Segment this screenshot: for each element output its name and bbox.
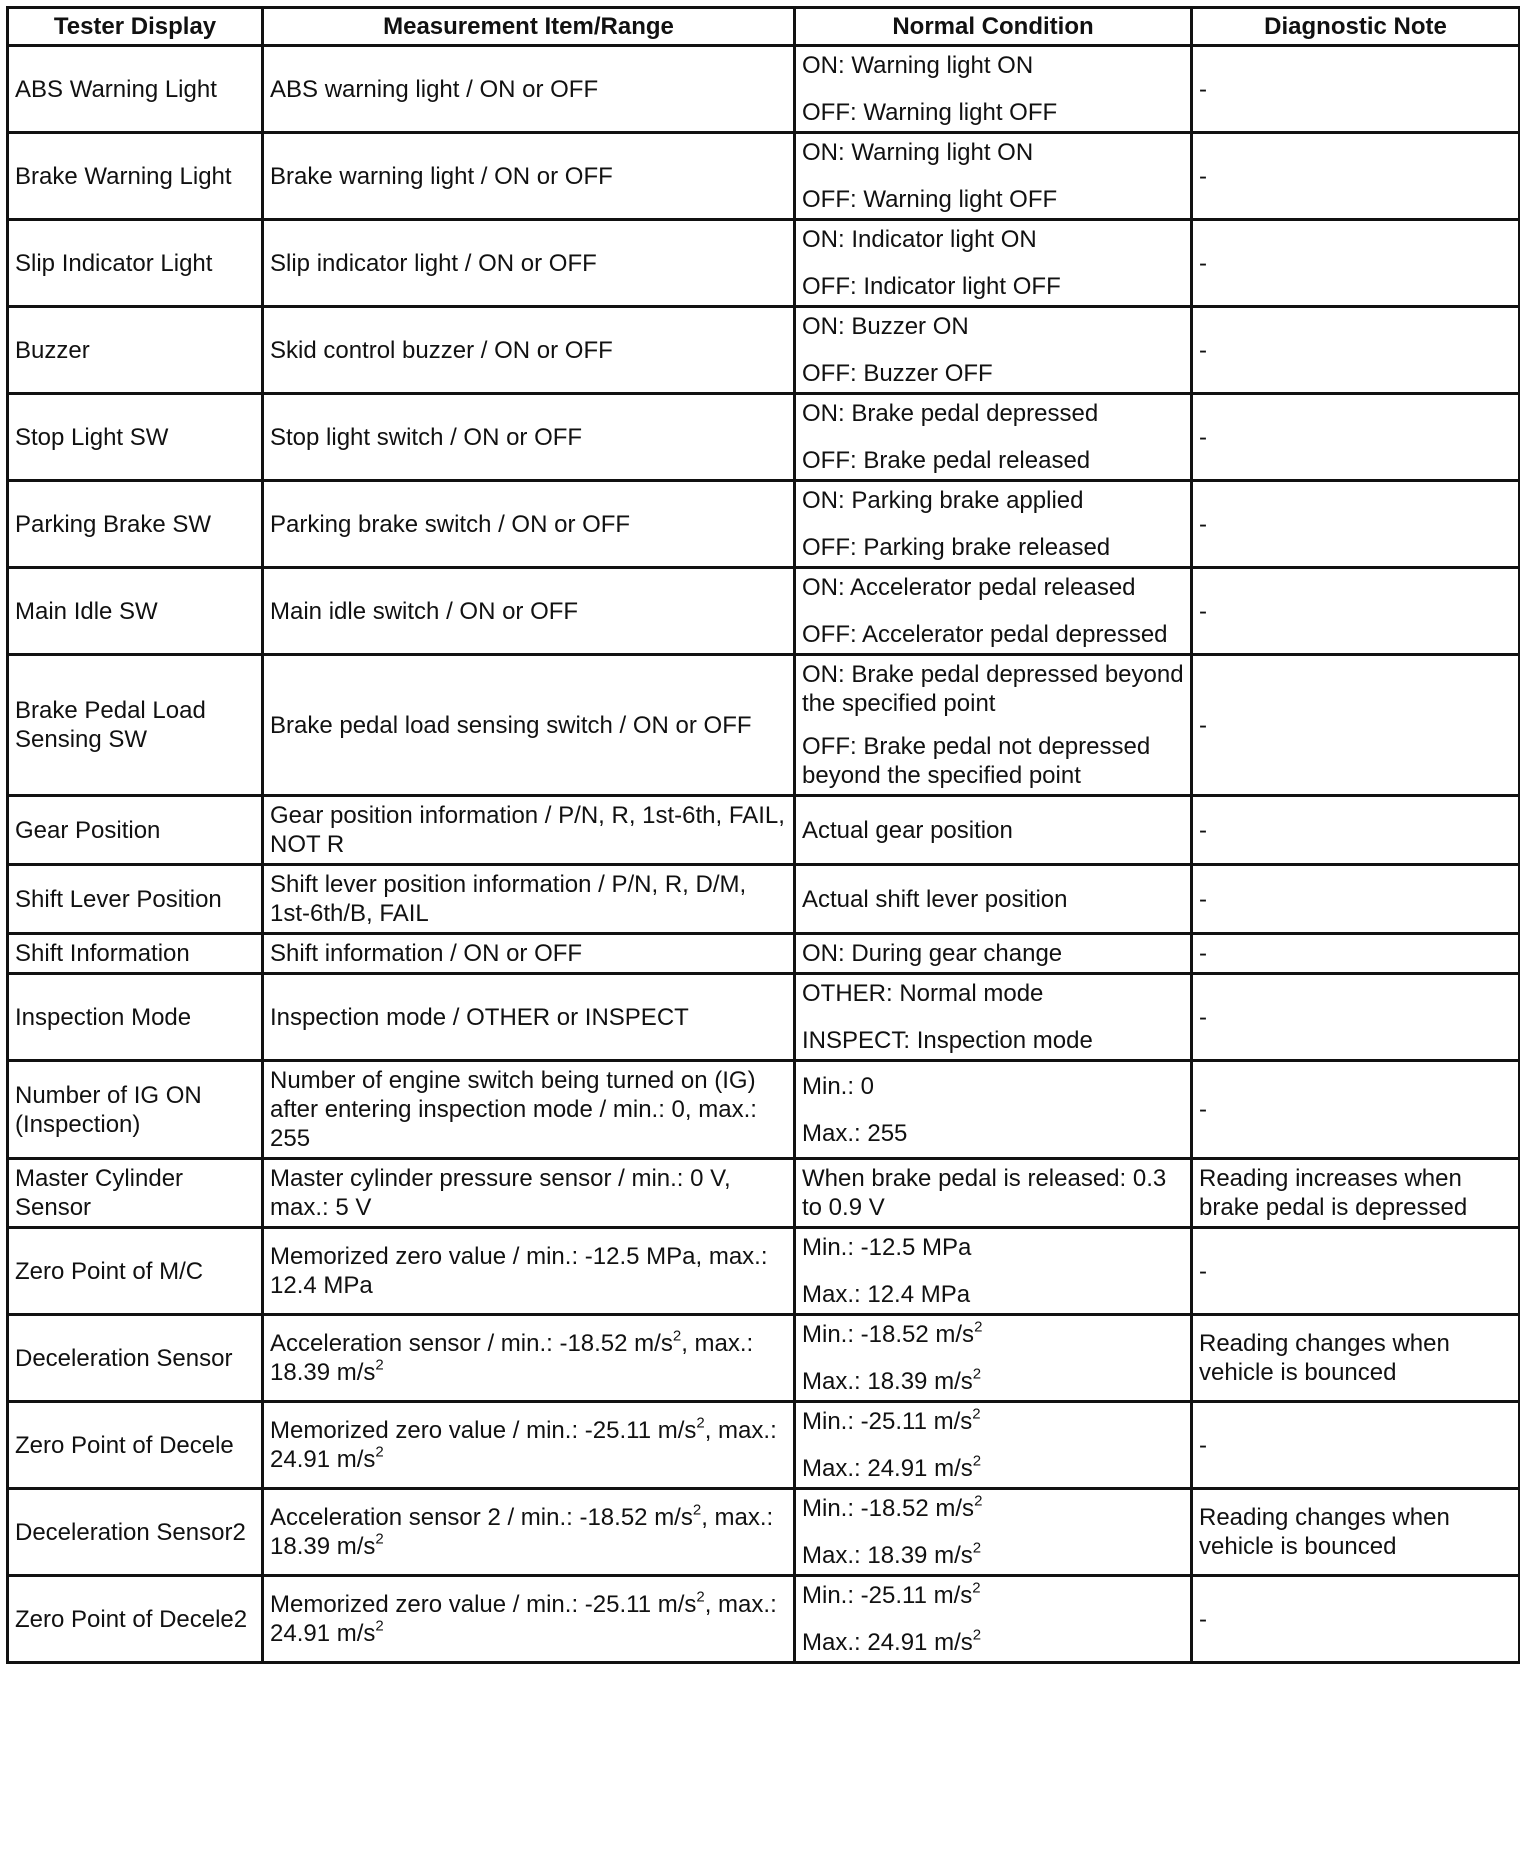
line-gap <box>802 718 1184 732</box>
cell-measurement-item: Number of engine switch being turned on (IG) after entering inspection mode / min.: 0, max.: 255 <box>263 1061 795 1159</box>
table-row <box>8 568 1520 655</box>
cell-diagnostic-note: - <box>1192 974 1520 1061</box>
condition-line: Actual gear position <box>802 816 1013 844</box>
condition-line: ON: During gear change <box>802 940 1063 967</box>
line-gap <box>802 1610 1184 1628</box>
cell-normal-condition <box>795 133 1192 220</box>
cell-diagnostic-note: - <box>1192 796 1520 865</box>
cell-tester-display: ABS Warning Light <box>8 46 263 133</box>
line-gap <box>802 1008 1184 1026</box>
cell-tester-display: Brake Pedal Load Sensing SW <box>8 655 263 796</box>
condition-line: OFF: Indicator light OFF <box>802 273 1061 300</box>
condition-line: Max.: 24.91 $m/s^2$ <box>802 1626 982 1656</box>
cell-diagnostic-note: Reading increases when brake pedal is depressed <box>1192 1159 1520 1228</box>
table-row <box>8 1228 1520 1315</box>
table-row <box>8 1576 1520 1663</box>
condition-line: ON: Brake pedal depressed beyond the specified point <box>802 661 1184 717</box>
cell-diagnostic-note: - <box>1192 394 1520 481</box>
cell-measurement-item: Memorized zero value / min.: -25.11 $m/s^2$, max.: 24.91 $m/s^2$ <box>263 1576 795 1663</box>
cell-diagnostic-note: - <box>1192 568 1520 655</box>
cell-measurement-item: Slip indicator light / ON or OFF <box>263 220 795 307</box>
document-page <box>6 6 1518 1846</box>
cell-diagnostic-note: - <box>1192 307 1520 394</box>
cell-tester-display: Number of IG ON (Inspection) <box>8 1061 263 1159</box>
line-gap <box>802 428 1184 446</box>
condition-line: Max.: 255 <box>802 1119 908 1147</box>
condition-line: OFF: Brake pedal not depressed beyond the specified point <box>802 733 1151 789</box>
cell-normal-condition <box>795 934 1192 974</box>
condition-line: OTHER: Normal mode <box>802 980 1044 1007</box>
cell-measurement-item: Shift lever position information / P/N, R, D/M, 1st-6th/B, FAIL <box>263 865 795 934</box>
cell-normal-condition <box>795 974 1192 1061</box>
cell-normal-condition <box>795 1576 1192 1663</box>
line-gap <box>802 254 1184 272</box>
cell-tester-display: Zero Point of Decele2 <box>8 1576 263 1663</box>
header-row <box>8 8 1520 46</box>
cell-normal-condition <box>795 1402 1192 1489</box>
condition-line: OFF: Buzzer OFF <box>802 360 993 387</box>
table-header <box>8 8 1520 46</box>
table-row <box>8 1159 1520 1228</box>
condition-line: Max.: 12.4 MPa <box>802 1281 971 1308</box>
line-gap <box>802 341 1184 359</box>
line-gap <box>802 167 1184 185</box>
condition-line: When brake pedal is released: 0.3 to 0.9 V <box>802 1165 1167 1221</box>
table-row <box>8 307 1520 394</box>
cell-tester-display: Shift Information <box>8 934 263 974</box>
cell-diagnostic-note: - <box>1192 1402 1520 1489</box>
table-row <box>8 934 1520 974</box>
cell-measurement-item: Skid control buzzer / ON or OFF <box>263 307 795 394</box>
condition-line: Actual shift lever position <box>802 885 1068 913</box>
line-gap <box>802 80 1184 98</box>
cell-diagnostic-note: - <box>1192 481 1520 568</box>
table-row <box>8 481 1520 568</box>
table-row <box>8 865 1520 934</box>
cell-measurement-item: Main idle switch / ON or OFF <box>263 568 795 655</box>
condition-line: OFF: Parking brake released <box>802 534 1111 561</box>
condition-line: Min.: -25.11 $m/s^2$ <box>802 1405 981 1435</box>
condition-line: OFF: Brake pedal released <box>802 447 1091 474</box>
cell-tester-display: Zero Point of Decele <box>8 1402 263 1489</box>
cell-tester-display: Gear Position <box>8 796 263 865</box>
cell-diagnostic-note: - <box>1192 934 1520 974</box>
cell-diagnostic-note: - <box>1192 133 1520 220</box>
cell-diagnostic-note: Reading changes when vehicle is bounced <box>1192 1489 1520 1576</box>
cell-measurement-item: Brake pedal load sensing switch / ON or OFF <box>263 655 795 796</box>
cell-diagnostic-note: Reading changes when vehicle is bounced <box>1192 1315 1520 1402</box>
header-diagnostic-note: Diagnostic Note <box>1192 8 1520 46</box>
cell-diagnostic-note: - <box>1192 655 1520 796</box>
cell-measurement-item: Memorized zero value / min.: -25.11 $m/s^2$, max.: 24.91 $m/s^2$ <box>263 1402 795 1489</box>
header-measurement-item: Measurement Item/Range <box>263 8 795 46</box>
cell-normal-condition <box>795 46 1192 133</box>
condition-line: ON: Warning light ON <box>802 52 1034 79</box>
cell-measurement-item: Master cylinder pressure sensor / min.: 0 V, max.: 5 V <box>263 1159 795 1228</box>
condition-line: ON: Indicator light ON <box>802 226 1037 253</box>
cell-measurement-item: Memorized zero value / min.: -12.5 MPa, max.: 12.4 MPa <box>263 1228 795 1315</box>
cell-measurement-item: Parking brake switch / ON or OFF <box>263 481 795 568</box>
condition-line: ON: Buzzer ON <box>802 313 969 340</box>
header-normal-condition: Normal Condition <box>795 8 1192 46</box>
cell-measurement-item: ABS warning light / ON or OFF <box>263 46 795 133</box>
cell-measurement-item: Acceleration sensor / min.: -18.52 $m/s^2$, max.: 18.39 $m/s^2$ <box>263 1315 795 1402</box>
line-gap <box>802 1101 1184 1119</box>
condition-line: ON: Accelerator pedal released <box>802 574 1136 601</box>
cell-tester-display: Master Cylinder Sensor <box>8 1159 263 1228</box>
table-row <box>8 394 1520 481</box>
condition-line: OFF: Warning light OFF <box>802 99 1058 126</box>
cell-tester-display: Slip Indicator Light <box>8 220 263 307</box>
cell-normal-condition <box>795 307 1192 394</box>
cell-tester-display: Brake Warning Light <box>8 133 263 220</box>
condition-line: Max.: 18.39 $m/s^2$ <box>802 1539 982 1569</box>
cell-normal-condition <box>795 1061 1192 1159</box>
table-row <box>8 1315 1520 1402</box>
header-tester-display: Tester Display <box>8 8 263 46</box>
table-row <box>8 974 1520 1061</box>
tester-display-table <box>6 6 1520 1664</box>
condition-line: Min.: -25.11 $m/s^2$ <box>802 1579 981 1609</box>
table-body <box>8 46 1520 1663</box>
cell-diagnostic-note: - <box>1192 1061 1520 1159</box>
table-row <box>8 1402 1520 1489</box>
cell-measurement-item: Stop light switch / ON or OFF <box>263 394 795 481</box>
condition-line: ON: Parking brake applied <box>802 487 1084 514</box>
cell-diagnostic-note: - <box>1192 220 1520 307</box>
cell-tester-display: Zero Point of M/C <box>8 1228 263 1315</box>
condition-line: Max.: 24.91 $m/s^2$ <box>802 1452 982 1482</box>
cell-tester-display: Buzzer <box>8 307 263 394</box>
cell-normal-condition <box>795 796 1192 865</box>
cell-diagnostic-note: - <box>1192 46 1520 133</box>
condition-line: ON: Warning light ON <box>802 139 1034 166</box>
condition-line: Min.: 0 <box>802 1072 875 1100</box>
condition-line: OFF: Accelerator pedal depressed <box>802 621 1168 648</box>
table-row <box>8 796 1520 865</box>
table-row <box>8 1061 1520 1159</box>
cell-diagnostic-note: - <box>1192 1228 1520 1315</box>
cell-tester-display: Stop Light SW <box>8 394 263 481</box>
cell-normal-condition <box>795 1228 1192 1315</box>
condition-line: OFF: Warning light OFF <box>802 186 1058 213</box>
cell-normal-condition <box>795 1159 1192 1228</box>
line-gap <box>802 602 1184 620</box>
cell-measurement-item: Shift information / ON or OFF <box>263 934 795 974</box>
cell-tester-display: Deceleration Sensor2 <box>8 1489 263 1576</box>
table-row <box>8 133 1520 220</box>
cell-normal-condition <box>795 1489 1192 1576</box>
condition-line: Min.: -12.5 MPa <box>802 1234 972 1261</box>
cell-normal-condition <box>795 394 1192 481</box>
cell-tester-display: Shift Lever Position <box>8 865 263 934</box>
cell-normal-condition <box>795 655 1192 796</box>
cell-measurement-item: Gear position information / P/N, R, 1st-6th, FAIL, NOT R <box>263 796 795 865</box>
condition-line: Min.: -18.52 $m/s^2$ <box>802 1492 983 1522</box>
cell-diagnostic-note: - <box>1192 865 1520 934</box>
cell-diagnostic-note: - <box>1192 1576 1520 1663</box>
cell-measurement-item: Inspection mode / OTHER or INSPECT <box>263 974 795 1061</box>
line-gap <box>802 1523 1184 1541</box>
condition-line: Min.: -18.52 $m/s^2$ <box>802 1318 983 1348</box>
line-gap <box>802 1436 1184 1454</box>
cell-normal-condition <box>795 865 1192 934</box>
condition-line: Max.: 18.39 $m/s^2$ <box>802 1365 982 1395</box>
condition-line: INSPECT: Inspection mode <box>802 1027 1093 1054</box>
cell-normal-condition <box>795 568 1192 655</box>
table-row <box>8 1489 1520 1576</box>
condition-line: ON: Brake pedal depressed <box>802 400 1099 427</box>
cell-measurement-item: Acceleration sensor 2 / min.: -18.52 $m/s^2$, max.: 18.39 $m/s^2$ <box>263 1489 795 1576</box>
line-gap <box>802 515 1184 533</box>
line-gap <box>802 1262 1184 1280</box>
cell-normal-condition <box>795 1315 1192 1402</box>
line-gap <box>802 1349 1184 1367</box>
cell-normal-condition <box>795 220 1192 307</box>
table-row <box>8 220 1520 307</box>
cell-measurement-item: Brake warning light / ON or OFF <box>263 133 795 220</box>
cell-tester-display: Deceleration Sensor <box>8 1315 263 1402</box>
table-row <box>8 655 1520 796</box>
cell-normal-condition <box>795 481 1192 568</box>
table-row <box>8 46 1520 133</box>
cell-tester-display: Main Idle SW <box>8 568 263 655</box>
cell-tester-display: Parking Brake SW <box>8 481 263 568</box>
cell-tester-display: Inspection Mode <box>8 974 263 1061</box>
